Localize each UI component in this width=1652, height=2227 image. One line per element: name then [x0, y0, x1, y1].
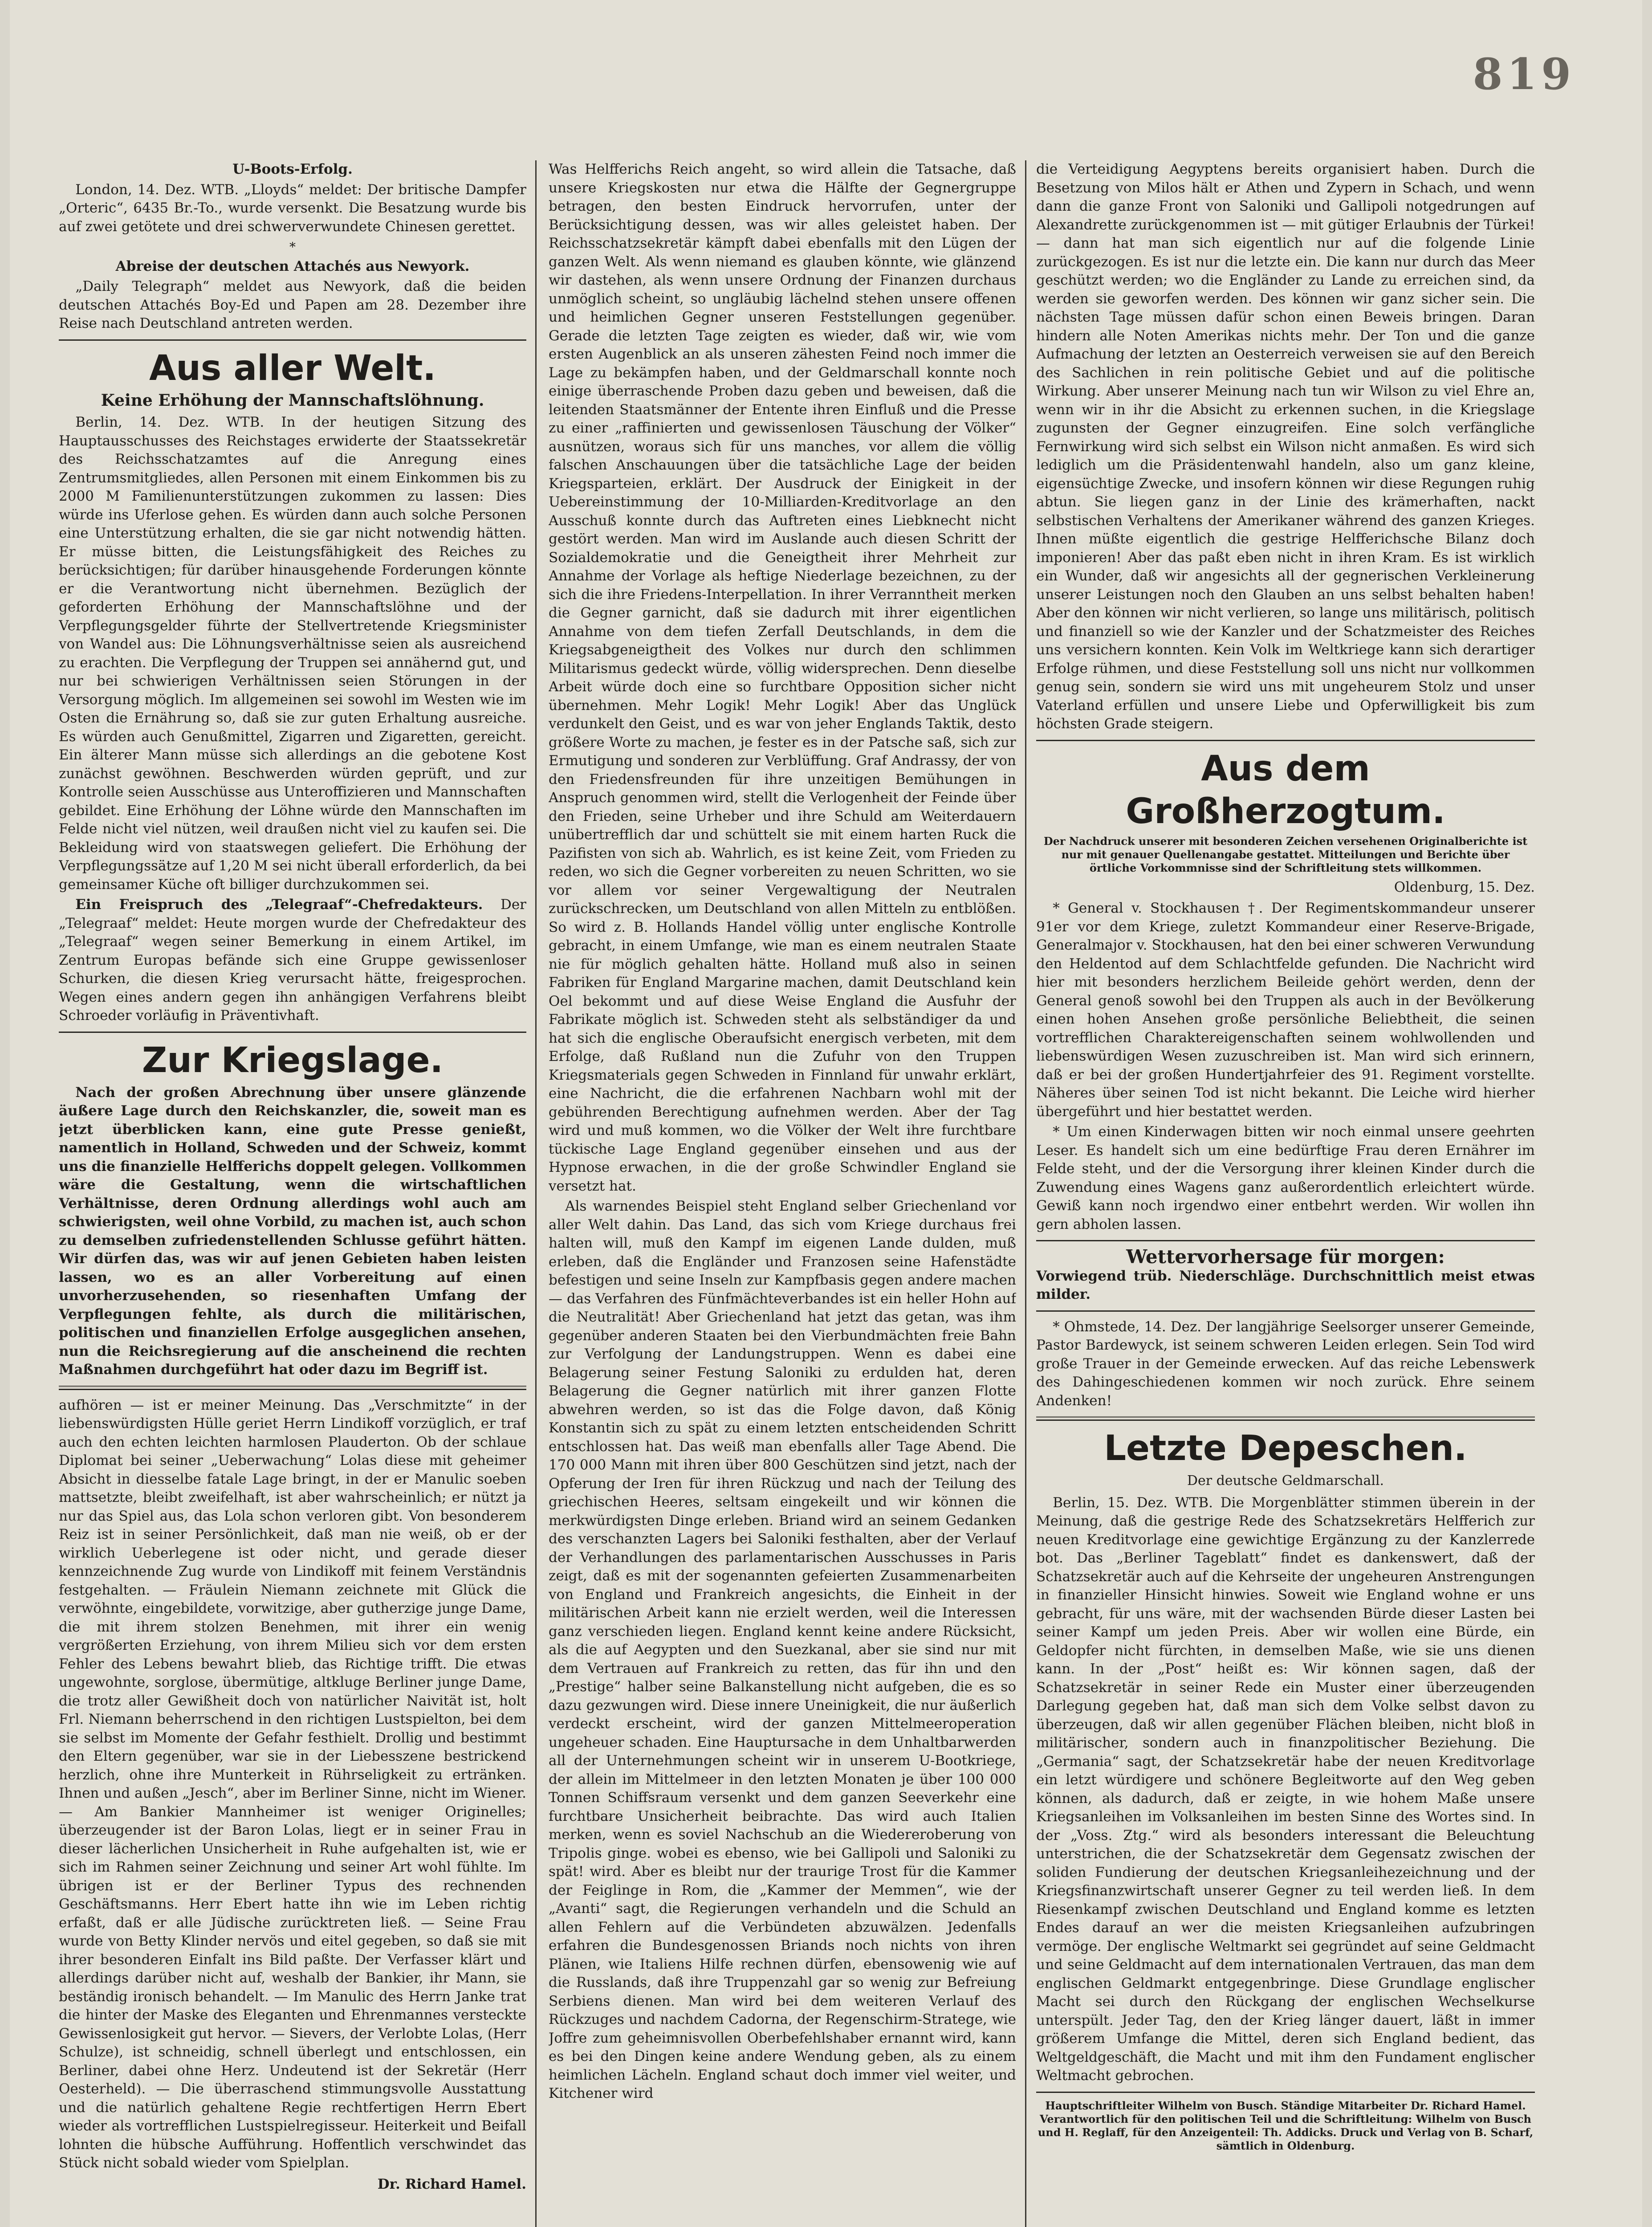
lohn-article: Berlin, 14. Dez. WTB. In der heutigen Sitzung des Hauptausschusses des Reichstages erwiderte der Staatssekretär des Reichsschatzamtes auf die Anregung eines Zentrumsmitgliedes, allen Personen mit einem Einkommen bis zu 2000 M Familienunterstützungen zukommen zu lassen: Dies würde ins Uferlose gehen. Es würden dann auch solche Personen eine Unterstützung erhalten, die sie gar nicht notwendig hätten. Er müsse bitten, die Leistungsfähigkeit des Reiches zu berücksichtigen; für darüber hinausgehende Forderungen könnte er die Verantwortung nicht übernehmen. Bezüglich der geforderten Erhöhung der Mannschaftslöhne und der Verpflegungsgelder führte der Stellvertretende Kriegsminister von Wandel aus: Die Löhnungsverhältnisse seien als ausreichend zu erachten. Die Verpflegung der Truppen sei annähernd gut, und nur bei schwierigen Verhältnissen seien Störungen in der Versorgung möglich. Im allgemeinen sei sowohl im Westen wie im Osten die Ernährung so, daß sie zur guten Erhaltung ausreiche. Es würden auch Genußmittel, Zigarren und Zigaretten, gereicht. Ein älterer Mann müsse sich allerdings an die gebotene Kost zunächst gewöhnen. Beschwerden würden geprüft, und zur Kontrolle seien Ausschüsse aus Unteroffizieren und Mannschaften gebildet. Eine Erhöhung der Löhne würde den Mannschaften im Felde nicht viel nützen, weil draußen nicht viel zu kaufen sei. Die Bekleidung wird von staatswegen geliefert. Die Erhöhung der Verpflegungssätze auf 1,20 M sei nicht überall erforderlich, da bei gemeinsamer Küche oft billiger durchzukommen sei.	[59, 414, 526, 893]
imprint: Hauptschriftleiter Wilhelm von Busch. Ständige Mitarbeiter Dr. Richard Hamel. Verantwortlich für den politischen Teil und die Schriftleitung: Wilhelm von Busch und H. Reglaff, für den Anzeigenteil: Th. Addicks. Druck und Verlag von B. Scharf, sämtlich in Oldenburg.	[1038, 2099, 1534, 2152]
section-rule	[1036, 740, 1535, 741]
stockhausen-article: * General v. Stockhausen †. Der Regimentskommandeur unserer 91er vor dem Kriege, zuletzt Kommandeur einer Reserve-Brigade, Generalmajor v. Stockhausen, hat den bei einer schweren Verwundung den Heldentod auf dem Schlachtfelde gefunden. Die Nachricht wird hier mit besonders herzlichem Beileide gehört werden, denn der General genoß sowohl bei den Truppen als auch in der Bevölkerung einen hohen Ansehen große persönliche Beliebtheit, die seinen vortrefflichen Charaktereigenschaften seinem wohlwollenden und liebenswürdigen Wesen zuzuschreiben ist. Man wird sich erinnern, daß er bei der großen Hundertjahrfeier des 91. Regiment vorstellte. Näheres über seinen Tod ist nicht bekannt. Die Leiche wird hierher übergeführt und hier bestattet werden.	[1036, 900, 1535, 1120]
dateline: Oldenburg, 15. Dez.	[1394, 879, 1535, 895]
lohn-headline: Keine Erhöhung der Mannschaftslöhnung.	[101, 391, 484, 410]
section-title-letzte-depeschen: Letzte Depeschen.	[1104, 1428, 1467, 1468]
attaches-article: „Daily Telegraph“ meldet aus Newyork, daß die beiden deutschen Attachés Boy-Ed und Papen am 28. Dezember ihre Reise nach Deutschland antreten werden.	[59, 278, 526, 331]
section-title-kriegslage: Zur Kriegslage.	[142, 1040, 444, 1081]
column-2	[549, 160, 1016, 2227]
separator-star: *	[289, 240, 296, 254]
ohmstede-article: * Ohmstede, 14. Dez. Der langjährige Seelsorger unserer Gemeinde, Pastor Bardewyck, ist seinem schweren Leiden erlegen. Sein Tod wird große Trauer in der Gemeinde erwecken. Auf das reiche Lebenswerk des Dahingeschiedenen kommen wir noch zurück. Ehre seinem Andenken!	[1036, 1318, 1535, 1409]
freispruch-headline: Ein Freispruch des „Telegraaf“-Chefredakteurs.	[75, 897, 483, 913]
imprint-rule	[1036, 2092, 1535, 2093]
separator-rule	[1036, 1240, 1535, 1241]
weather-forecast: Vorwiegend trüb. Niederschläge. Durchschnittlich meist etwas milder.	[1036, 1268, 1535, 1302]
kinderwagen-article: * Um einen Kinderwagen bitten wir noch einmal unsere geehrten Leser. Es handelt sich um eine bedürftige Frau deren Ernährer im Felde steht, und der die Versorgung ihrer kleinen Kinder durch die Zuwendung eines Wagens ganz außerordentlich erleichtert würde. Gewiß kann noch irgendwo einer entbehrt werden. Wir wollen ihn gern abholen lassen.	[1036, 1124, 1535, 1232]
section-title-grossherzogtum: Aus dem Großherzogtum.	[1126, 748, 1445, 832]
attaches-headline: Abreise der deutschen Attachés aus Newyork.	[115, 258, 470, 274]
uboot-headline: U-Boots-Erfolg.	[232, 161, 353, 177]
freispruch-article: Der „Telegraaf“ meldet: Heute morgen wurde der Chefredakteur des „Telegraaf“ wegen seiner Bemerkung in einem Artikel, im Zentrum Europas befände sich eine Gruppe gewissenloser Schurken, die diesen Krieg verursacht hätte, freigesprochen. Wegen eines andern gegen ihn anhängigen Verfahrens bleibt Schroeder vorläufig in Präventivhaft.	[59, 897, 526, 1024]
column-divider	[535, 160, 537, 2227]
feuilleton-article: aufhören — ist er meiner Meinung. Das „Verschmitzte“ in der liebenswürdigsten Hülle geriet Herrn Lindikoff vorzüglich, er traf auch den echten leichten harmlosen Plauderton. Ob der schlaue Diplomat bei seiner „Ueberwachung“ Lolas diese mit geheimer Absicht in diesselbe fatale Lage bringt, in der er Manulic soeben mattsetzte, bleibt zweifelhaft, ist aber wahrscheinlich; er nützt ja nur das Spiel aus, das Lola schon verloren gibt. Von besonderem Reiz ist in seiner Persönlichkeit, daß man nie weiß, ob er der wirklich Ueberlegene ist oder nicht, und gerade dieser kennzeichnende Zug wurde von Lindikoff mit feinem Verständnis festgehalten. — Fräulein Niemann zeichnete mit Glück die verwöhnte, eingebildete, vorwitzige, aber gutherzige junge Dame, die mit ihrem stolzen Benehmen, mit ihrer ein wenig vergrößerten Erziehung, von ihrem Milieu sich vor dem ersten Fehler des Lebens bewahrt blieb, das Richtige trifft. Die etwas ungewohnte, sorglose, übermütige, altkluge Berliner junge Dame, die trotz aller Gewißheit doch von natürlicher Naivität ist, holt Frl. Niemann beherrschend in den richtigen Lustspielton, bei dem sie selbst im Momente der Gefahr festhielt. Drollig und bestimmt den Eltern gegenüber, war sie in der Liebesszene bestrickend herzlich, ohne ihre Munterkeit in Rührseligkeit zu ertränken. Ihnen und außen „Jesch“, aber im Berliner Sinne, nicht im Wiener. — Am Bankier Mannheimer ist weniger Originelles; überzeugender ist der Baron Lolas, liegt er in seiner Frau in dieser lächerlichen Unsicherheit in Ruhe aufgehalten ist, wie er sich im Rahmen seiner Zeichnung und seiner Art wohl fühlte. Im übrigen ist er der Berliner Typus des rechnenden Geschäftsmanns. Herr Ebert hatte ihn wie im Leben richtig erfaßt, daß er alle Jüdische zurücktreten ließ. — Seine Frau wurde von Betty Klinder nervös und eitel gegeben, so daß sie mit ihrer besonderen Einfalt ins Bild paßte. Der Verfasser klärt und allerdings darüber nicht auf, weshalb der Bankier, ihr Mann, sie beständig ironisch behandelt. — Im Manulic des Herrn Janke trat die hinter der Maske des Eleganten und Ehrenmannes versteckte Gewissenlosigkeit gut hervor. — Sievers, der Verlobte Lolas, (Herr Schulze), ist schneidig, schnell überlegt und entschlossen, ein Berliner, dabei ohne Herz. Undeutend ist der Sekretär (Herr Oesterheld). — Die überraschend stimmungsvolle Ausstattung und die natürlich gehaltene Regie rechtfertigen Herrn Ebert wieder als vortrefflichen Lustspielregisseur. Heiterkeit und Beifall lohnten die hübsche Aufführung. Hoffentlich verschwindet das Stück nicht sobald wieder vom Spielplan.	[59, 1397, 526, 2171]
kriegslage-continued-2: Als warnendes Beispiel steht England selber Griechenland vor aller Welt dahin. Das Land, das sich vom Kriege durchaus frei halten will, muß den Kampf im eigenen Lande dulden, muß erleben, daß die Engländer und Franzosen seine Hafenstädte befestigen und seine Inseln zur Kampfbasis gegen andere machen — das Verfahren des Fünfmächteverbandes ist ein heller Hohn auf die Neutralität! Aber Griechenland hat jetzt das getan, was ihm gegenüber anderen Staaten bei den Vierbundmächten freie Bahn zur Verfolgung der Landungstruppen. Wenn es dabei eine Belagerung seiner Festung Saloniki zu erdulden hat, deren Belagerung die Gegner natürlich mit ihrer ganzen Flotte abwehren werden, so ist das die Folge davon, daß König Konstantin sich zu spät zu einem letzten entscheidenden Schritt entschlossen hat. Das weiß man ebenfalls aller Tage Abend. Die 170 000 Mann mit ihren über 800 Geschützen sind jetzt, nach der Opferung der Iren für ihren Rückzug und nach der Teilung des griechischen Heeres, seltsam eingekeilt und wir können die merkwürdigsten Dinge erleben. Briand wird an seinem Gedanken des verschanzten Lagers bei Saloniki festhalten, aber der Verlauf der Verhandlungen des parlamentarischen Ausschusses in Paris zeigt, daß es mit der sogenannten gefeierten Zusammenarbeiten von England und Frankreich angesichts, die Einheit in der militärischen Arbeit kann nie erzielt werden, weil die Interessen ganz verschieden liegen. England kennt keine andere Rücksicht, als die auf Aegypten und den Suezkanal, aber sie sind nur mit dem Vertrauen auf Frankreich zu retten, das für ihn und den „Prestige“ halber seine Balkanstellung nicht aufgeben, die es so dazu gezwungen wird. Diese innere Uneinigkeit, die nur äußerlich verdeckt erscheint, wird der ganzen Mittelmeeroperation ungeheuer schaden. Eine Hauptursache in dem Unhaltbarwerden all der Unternehmungen scheint wir in unserem U-Bootkriege, der allein im Mittelmeer in den letzten Monaten je über 100 000 Tonnen Schiffsraum versenkt und dem ganzen Seeverkehr eine furchtbare Unsicherheit beibrachte. Das wird auch Italien merken, wenn es soviel Nachschub an die Wiedereroberung von Tripolis ginge. wobei es ebenso, wie bei Gallipoli und Saloniki zu spät! wird. Aber es bleibt nur der traurige Trost für die Kammer der Feiglinge in Rom, die „Kammer der Memmen“, wie der „Avanti“ sagt, die Regierungen verhandeln und die Schuld an allen Fehlern auf die Verbündeten abzuwälzen. Jedenfalls erfahren die Bundesgenossen Briands noch nichts von ihren Plänen, wie Italiens Hilfe rechnen dürfen, ebensowenig wie auf die Russlands, daß ihre Truppenzahl gar so wenig zur Befreiung Serbiens dienen. Man wird bei dem weiteren Verlauf des Rückzuges und nachdem Cadorna, der Regenschirm-Stratege, wie Joffre zum geheimnisvollen Oberbefehlshaber ernannt wird, kann es bei den Dingen keine andere Wendung geben, als zu einem heimlichen Lächeln. England schaut doch immer viel weiter, und Kitchener wird	[549, 1198, 1016, 2101]
section-rule	[59, 339, 526, 341]
weather-headline: Wettervorhersage für morgen:	[1126, 1246, 1445, 1268]
column-divider	[1025, 160, 1026, 2227]
kriegslage-continued-1: Was Helfferichs Reich angeht, so wird allein die Tatsache, daß unsere Kriegskosten nur etwa die Hälfte der Gegnergruppe betragen, den besten Eindruck hervorrufen, unter der Berücksichtigung dessen, was wir alles geleistet haben. Der Reichsschatzsekretär kämpft dabei ebenfalls mit den Lügen der ganzen Welt. Als wenn niemand es glauben könnte, wie glänzend wir dastehen, als wenn unsere Ordnung der Finanzen durchaus unmöglich scheint, so ungläubig lächelnd stehen unsere offenen und heimlichen Gegner unseren Feststellungen gegenüber. Gerade die letzten Tage zeigten es wieder, daß wir, wie vom ersten Augenblick an als unseren zähesten Feind noch immer die Lage zu bekämpfen haben, und der Geldmarschall konnte noch einige überraschende Proben dazu geben und beweisen, daß die leitenden Staatsmänner der Entente ihren Einfluß und die Presse zu einer „raffinierten und gewissenlosen Täuschung der Völker“ ausnützen, woraus sich für uns manches, vor allem die völlig falschen Anschauungen über die tatsächliche Lage der beiden Kriegsparteien, erklärt. Der Ausdruck der Einigkeit in der Uebereinstimmung der 10-Milliarden-Kreditvorlage an den Ausschuß konnte durch das Auftreten eines Liebknecht nicht gestört werden. Man wird im Auslande auch diesen Schritt der Sozialdemokratie und die Geneigtheit ihrer Mehrheit zur Annahme der Vorlage als heftige Niederlage bezeichnen, zu der sich die ihre Friedens-Interpellation. In ihrer Verranntheit merken die Gegner garnicht, daß sie dadurch mit ihrer eigentlichen Annahme von dem tiefen Zerfall Deutschlands, in dem die Kriegsabgeneigtheit des Volkes nur durch den schlimmen Militarismus gedeckt würde, völlig widersprechen. Denn dieselbe Arbeit würde doch eine so furchtbare Opposition sicher nicht übernehmen. Mehr Logik! Mehr Logik! Aber das Unglück verdunkelt den Geist, und es war von jeher Englands Taktik, desto größere Worte zu machen, je fester es in der Patsche saß, sich zur Ermutigung und sonderen zur Verblüffung. Graf Andrassy, der von den Friedensfreunden für ihre unzeitigen Bemühungen in Anspruch genommen wird, stellt die Verlogenheit der Feinde über den Frieden, seine Urheber und ihre Schuld am Weiterdauern unübertrefflich dar und schüttelt sie mit einem harten Ruck die Pazifisten von sich ab. Wahrlich, es ist keine Zeit, vom Frieden zu reden, wo sich die Gegner vorbereiten zu neuen Schritten, wo sie vor allem vor seiner Vergewaltigung der Neutralen zurückschrecken, um Deutschland von allen Mitteln zu entblößen. So wird z. B. Hollands Handel völlig unter englische Kontrolle gebracht, in einem Umfange, wie man es einem neutralen Staate nie für möglich gehalten hätte. Holland muß also in seinen Fabriken für England Margarine machen, damit Deutschland kein Oel bekommt und auf diese Weise England die Ausfuhr der Fabrikate möglich ist. Schweden steht als selbständiger da und hat sich die englische Oberaufsicht energisch verbeten, mit dem Erfolge, daß Rußland nun die Zufuhr von den Truppen Kriegsmaterials gegen Schweden in Finnland für unwahr erklärt, eine Nachricht, die die erfahrenen Nachbarn wohl mit der gebührenden Berechtigung aufnehmen werden. Aber der Tag wird und muß kommen, wo die Völker der Welt ihre furchtbare tückische Lage England gegenüber einsehen und aus der Hypnose erwachen, in die der große Schwindler England sie versetzt hat.	[549, 161, 1016, 1194]
reprint-note: Der Nachdruck unserer mit besonderen Zeichen versehenen Originalberichte ist nur mit genauer Quellenangabe gestattet. Mitteilungen und Berichte über örtliche Vorkommnisse sind der Schriftleitung stets willkommen.	[1043, 834, 1528, 874]
kriegslage-continued-3: die Verteidigung Aegyptens bereits organisiert haben. Durch die Besetzung von Milos hält er Athen und Zypern in Schach, und wenn dann die ganze Front von Saloniki und Gallipoli notgedrungen auf Alexandrette zurückgenommen ist — mit gütiger Erlaubnis der Türkei! — dann hat man sich eigentlich nur auf die folgende Linie zurückgezogen. Es ist nur die letzte ein. Die kann nur durch das Meer geschützt werden; wo die Engländer zu Lande zu erreichen sind, da werden sie geworfen werden. Des können wir ganz sicher sein. Die nächsten Tage müssen dafür schon einen Beweis bringen. Daran hindern alle Noten Amerikas nichts mehr. Der Ton und die ganze Aufmachung der letzten an Oesterreich verweisen sie auf den Bereich des Sachlichen in rein politische Gebiet und auf die politische Wirkung. Aber unserer Meinung nach tun wir Wilson zu viel Ehre an, wenn wir in ihr die Absicht zu erkennen suchen, in die Kriegslage zugunsten der Gegner einzugreifen. Eine solch verfängliche Fernwirkung wird sich selbst ein Wilson nicht anmaßen. Es wird sich lediglich um die Präsidentenwahl handeln, also um ganz kleine, eigensüchtige Zwecke, und insofern können wir diese Regungen ruhig abtun. Sie liegen ganz in der Linie des krämerhaften, nackt selbstischen Verhaltens der Amerikaner während des ganzen Krieges. Ihnen müßte eigentlich die gestrige Helfferichsche Bilanz doch imponieren! Aber das paßt eben nicht in ihren Kram. Es ist wirklich ein Wunder, daß wir angesichts all der gegnerischen Verkleinerung unserer Leistungen noch den Glauben an uns selbst behalten haben! Aber den können wir nicht verlieren, so lange uns militärisch, politisch und finanziell so wie der Kanzler und der Schatzmeister des Reiches uns versichern konnten. Kein Volk im Weltkriege kann sich derartiger Erfolge rühmen, und diese Feststellung soll uns nicht nur vollkommen genug sein, sondern sie wird uns mit ungeheurem Stolz und unser Vaterland erfüllen und unsere Liebe und Opferwilligkeit bis zum höchsten Grade steigern.	[1036, 161, 1535, 732]
depeschen-subtitle: Der deutsche Geldmarschall.	[1187, 1473, 1384, 1489]
section-rule	[1036, 1416, 1535, 1421]
depeschen-article: Berlin, 15. Dez. WTB. Die Morgenblätter stimmen überein in der Meinung, daß die gestrige Rede des Schatzsekretärs Helfferich zur neuen Kreditvorlage eine gewichtige Ergänzung zu der Kanzlerrede bot. Das „Berliner Tageblatt“ findet es dankenswert, daß der Schatzsekretär auch auf die Kehrseite der ungeheuren Anstrengungen in finanzieller Hinsicht hinwies. Soweit wie England wohne er uns gebracht, für uns wäre, mit der wachsenden Bürde dieser Lasten bei seiner Kampf um jeden Preis. Aber wir wollen eine Bürde, ein Geldopfer nicht fürchten, in demselben Maße, wie sie uns dienen kann. In der „Post“ heißt es: Wir können sagen, daß der Schatzsekretär in seiner Rede ein Muster einer überzeugenden Darlegung gegeben hat, daß man sich dem Volke selbst davon zu überzeugen, daß wir allen gegenüber Flächen bleiben, nicht bloß in militärischer, sondern auch in finanzpolitischer Beziehung. Die „Germania“ sagt, der Schatzsekretär habe der neuen Kreditvorlage ein letzt würdigere und schönere Begleitworte auf den Weg geben können, als dadurch, daß er zeigte, in wie hohem Maße unsere Kriegsanleihen im Volksanleihen im besten Sinne des Wortes sind. In der „Voss. Ztg.“ wird als besonders interessant die Beleuchtung unterstrichen, die der Schatzsekretär dem Gegensatz zwischen der soliden Fundierung der deutschen Kriegsanleihezeichnung und der Kriegsfinanzwirtschaft unserer Gegner zu teil werden ließ. In dem Riesenkampf zwischen Deutschland und England komme es letzten Endes darauf an wer die meisten Kriegsanleihen aufzubringen vermöge. Der englische Weltmarkt sei gegründet auf seine Geldmacht und seine Geldmacht auf dem internationalen Vertrauen, das man dem englischen Geldmarkt entgegenbringe. Diese Grundlage englischer Macht sei durch den Rückgang der englischen Wechselkurse unterspült. Jeder Tag, den der Krieg länger dauert, läßt in immer größerem Umfange die Mittel, deren sich England bedient, das Weltgeldgeschäft, die Macht und mit ihm den Fundament englischer Weltmacht gebrochen.	[1036, 1494, 1535, 2084]
uboot-article: London, 14. Dez. WTB. „Lloyds“ meldet: Der britische Dampfer „Orteric“, 6435 Br.-To., wurde versenkt. Die Besatzung wurde bis auf zwei getötete und drei schwerverwundete Chinesen gerettet.	[59, 181, 526, 235]
page-number: 819	[1473, 49, 1575, 99]
separator-rule	[1036, 1310, 1535, 1312]
section-title-aus-aller-welt: Aus aller Welt.	[149, 348, 436, 388]
kriegslage-article: Nach der großen Abrechnung über unsere glänzende äußere Lage durch den Reichskanzler, die, soweit man es jetzt überblicken kann, eine gute Presse genießt, namentlich in Holland, Schweden und der Schweiz, kommt uns die finanzielle Helfferichs doppelt gelegen. Vollkommen wäre die Gestaltung, wenn die wirtschaftlichen Verhältnisse, deren Ordnung allerdings wohl auch am schwierigsten, weil ohne Vorbild, zu machen ist, auch schon zu demselben zufriedenstellenden Schlusse geführt hätten. Wir dürfen das, was wir auf jenen Gebieten haben leisten lassen, wo es an aller Vorbereitung auf einen unvorherzusehenden, so riesenhaften Umfang der Verpflegungen fehlte, als durch die militärischen, politischen und finanziellen Erfolge ausgeglichen ansehen, nun die Reichsregierung auf die anscheinend die rechten Maßnahmen durchgeführt hat oder dazu im Begriff ist.	[59, 1084, 526, 1378]
column-3	[1036, 160, 1535, 2227]
newspaper-page	[10, 0, 1642, 2227]
feuilleton-rule	[59, 1386, 526, 1390]
author-signature: Dr. Richard Hamel.	[377, 2176, 526, 2192]
section-rule	[59, 1032, 526, 1033]
column-1	[59, 160, 526, 2227]
